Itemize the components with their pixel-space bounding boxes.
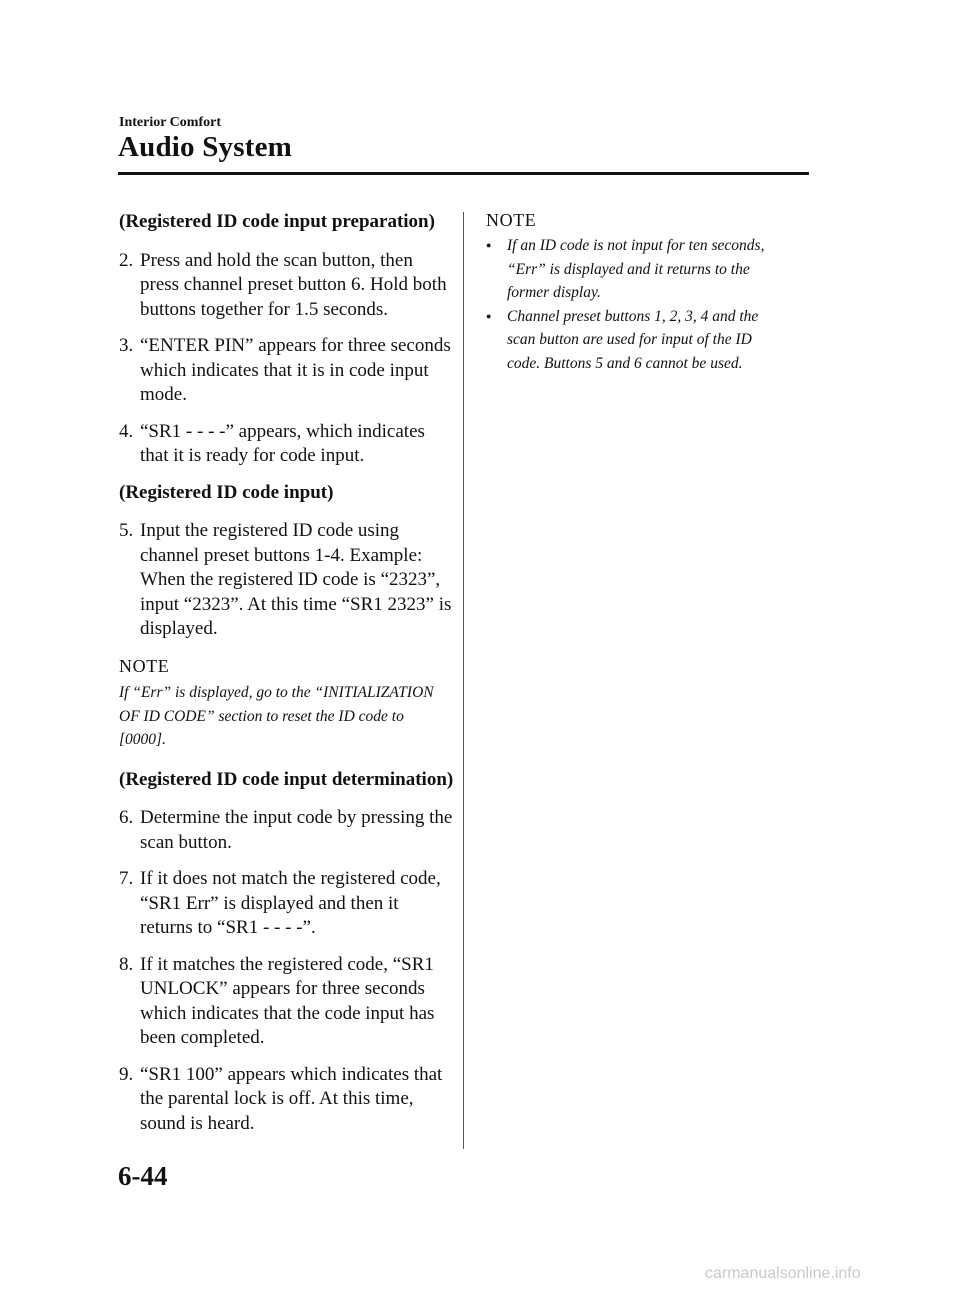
column-divider	[463, 212, 464, 1149]
right-column	[486, 210, 786, 375]
header-divider	[118, 172, 809, 175]
bullet-text: If an ID code is not input for ten seconds, “Err” is displayed and it returns to the former display.	[507, 237, 765, 301]
step-text: “SR1 - - - -” appears, which indicates that it is ready for code input.	[140, 420, 425, 466]
note-bullet	[486, 305, 786, 376]
step-number: 4.	[119, 420, 134, 442]
step-number: 3.	[119, 335, 134, 356]
page-title: Audio System	[118, 131, 293, 163]
page-number: 6-44	[118, 1161, 168, 1191]
step-number: 8.	[119, 953, 134, 975]
note-title: NOTE	[119, 655, 170, 676]
step-number: 5.	[119, 520, 134, 541]
step-text: “SR1 100” appears which indicates that the parental lock is off. At this time, sound is heard.	[140, 1063, 443, 1134]
step-text: “ENTER PIN” appears for three seconds which indicates that it is in code input mode.	[140, 335, 451, 405]
step-text: Input the registered ID code using channel preset buttons 1-4. Example: When the registered ID code is “2323”, input “2323”. At this time “SR1 2323” is displayed.	[140, 520, 452, 639]
step-item	[119, 249, 454, 323]
left-column	[119, 210, 454, 1148]
step-number: 2.	[119, 249, 134, 271]
step-text: Determine the input code by pressing the scan button.	[140, 807, 453, 853]
watermark: carmanualsonline.info	[705, 1265, 861, 1282]
section-label: Interior Comfort	[119, 115, 221, 130]
step-item	[119, 334, 454, 408]
step-number: 9.	[119, 1063, 134, 1085]
step-item	[119, 806, 454, 855]
step-item	[119, 519, 454, 642]
step-item	[119, 953, 454, 1051]
bullet-icon: ●	[486, 240, 492, 250]
note-bullet	[486, 234, 786, 305]
input-heading: (Registered ID code input)	[119, 481, 334, 503]
note-text: If “Err” is displayed, go to the “INITIALIZATION OF ID CODE” section to reset the ID code to [0000].	[119, 684, 434, 748]
bullet-icon: ●	[486, 310, 492, 321]
step-number: 6.	[119, 807, 134, 828]
prep-heading: (Registered ID code input preparation)	[119, 211, 435, 232]
step-item	[119, 420, 454, 469]
step-text: If it matches the registered code, “SR1 UNLOCK” appears for three seconds which indicates that the code input has been completed.	[140, 953, 435, 1048]
bullet-text: Channel preset buttons 1, 2, 3, 4 and the scan button are used for input of the ID code. Buttons 5 and 6 cannot be used.	[507, 307, 759, 372]
step-text: Press and hold the scan button, then press channel preset button 6. Hold both buttons together for 1.5 seconds.	[140, 249, 447, 320]
step-text: If it does not match the registered code, “SR1 Err” is displayed and then it returns to “SR1 - - - -”.	[140, 868, 441, 938]
step-item	[119, 867, 454, 941]
note-title: NOTE	[486, 210, 537, 230]
determination-heading: (Registered ID code input determination)	[119, 768, 454, 790]
step-item	[119, 1063, 454, 1137]
step-number: 7.	[119, 868, 134, 889]
